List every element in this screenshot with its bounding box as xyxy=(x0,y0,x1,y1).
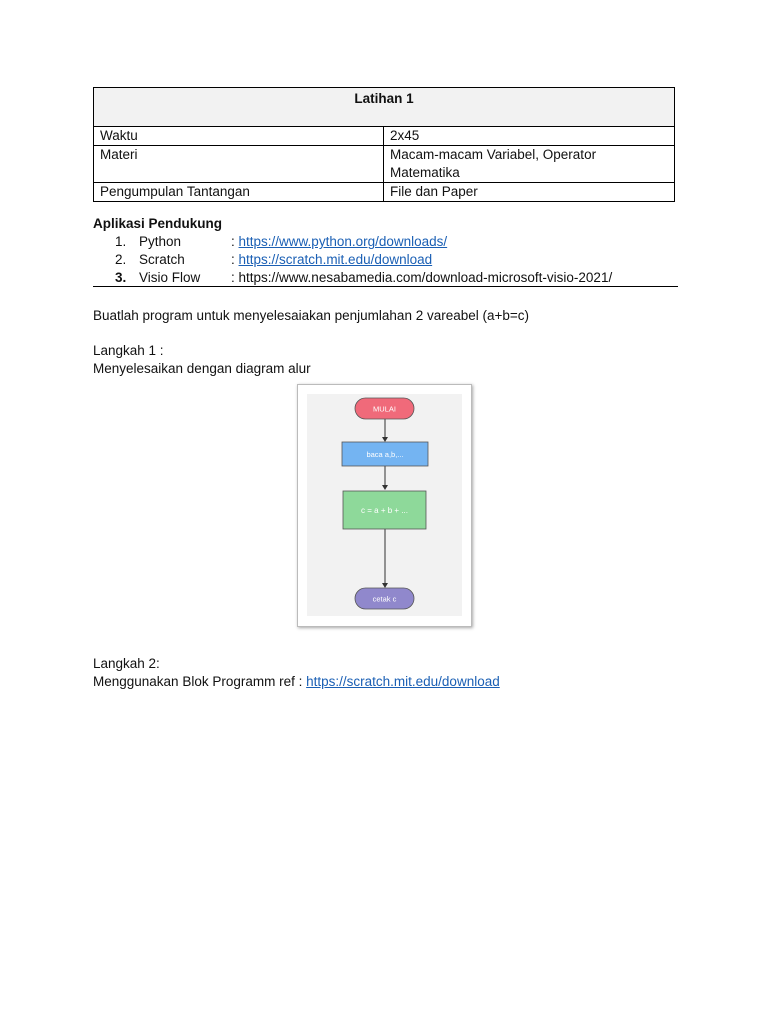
task-text: Buatlah program untuk menyelesaiakan penjumlahan 2 vareabel (a+b=c) xyxy=(93,308,530,323)
table-row xyxy=(94,127,675,146)
table-row xyxy=(94,146,675,183)
item-name-scratch: Scratch xyxy=(139,252,185,267)
item-separator: : xyxy=(231,234,235,249)
row-label-waktu: Waktu xyxy=(94,127,384,146)
row-label-materi: Materi xyxy=(94,146,384,183)
apps-section xyxy=(93,215,678,287)
end-node-label: cetak c xyxy=(372,594,397,604)
step2-title: Langkah 2: xyxy=(93,656,160,671)
list-item xyxy=(93,269,678,287)
info-table xyxy=(93,87,675,202)
item-separator: : xyxy=(231,270,235,285)
process-node-label: c = a + b + ... xyxy=(361,506,408,515)
item-number: 2. xyxy=(115,252,127,267)
visio-url: https://www.nesabamedia.com/download-microsoft-visio-2021/ xyxy=(238,270,613,285)
item-number: 1. xyxy=(115,234,127,249)
item-number: 3. xyxy=(115,270,127,285)
item-separator: : xyxy=(231,252,235,267)
divider xyxy=(93,286,678,287)
table-row xyxy=(94,183,675,202)
row-value-materi: Macam-macam Variabel, Operator Matematika xyxy=(384,146,675,183)
list-item xyxy=(93,233,678,251)
step1-desc: Menyelesaikan dengan diagram alur xyxy=(93,361,311,376)
step2-line xyxy=(93,673,500,691)
start-node-label: MULAI xyxy=(373,404,396,414)
step1-title: Langkah 1 : xyxy=(93,343,164,358)
item-name-visio: Visio Flow xyxy=(139,270,201,285)
flowchart-image xyxy=(297,384,472,627)
input-node-label: baca a,b,... xyxy=(366,450,404,459)
scratch-link[interactable]: https://scratch.mit.edu/download xyxy=(238,252,433,267)
python-link[interactable]: https://www.python.org/downloads/ xyxy=(238,234,448,249)
row-value-waktu: 2x45 xyxy=(384,127,675,146)
table-header: Latihan 1 xyxy=(94,88,675,127)
list-item xyxy=(93,251,678,269)
row-value-pengumpulan: File dan Paper xyxy=(384,183,675,202)
item-name-python: Python xyxy=(139,234,182,249)
step2-desc: Menggunakan Blok Programm ref : xyxy=(93,674,303,689)
flowchart xyxy=(298,385,471,626)
apps-title: Aplikasi Pendukung xyxy=(93,216,223,231)
row-label-pengumpulan: Pengumpulan Tantangan xyxy=(94,183,384,202)
scratch-ref-link[interactable]: https://scratch.mit.edu/download xyxy=(306,674,500,689)
